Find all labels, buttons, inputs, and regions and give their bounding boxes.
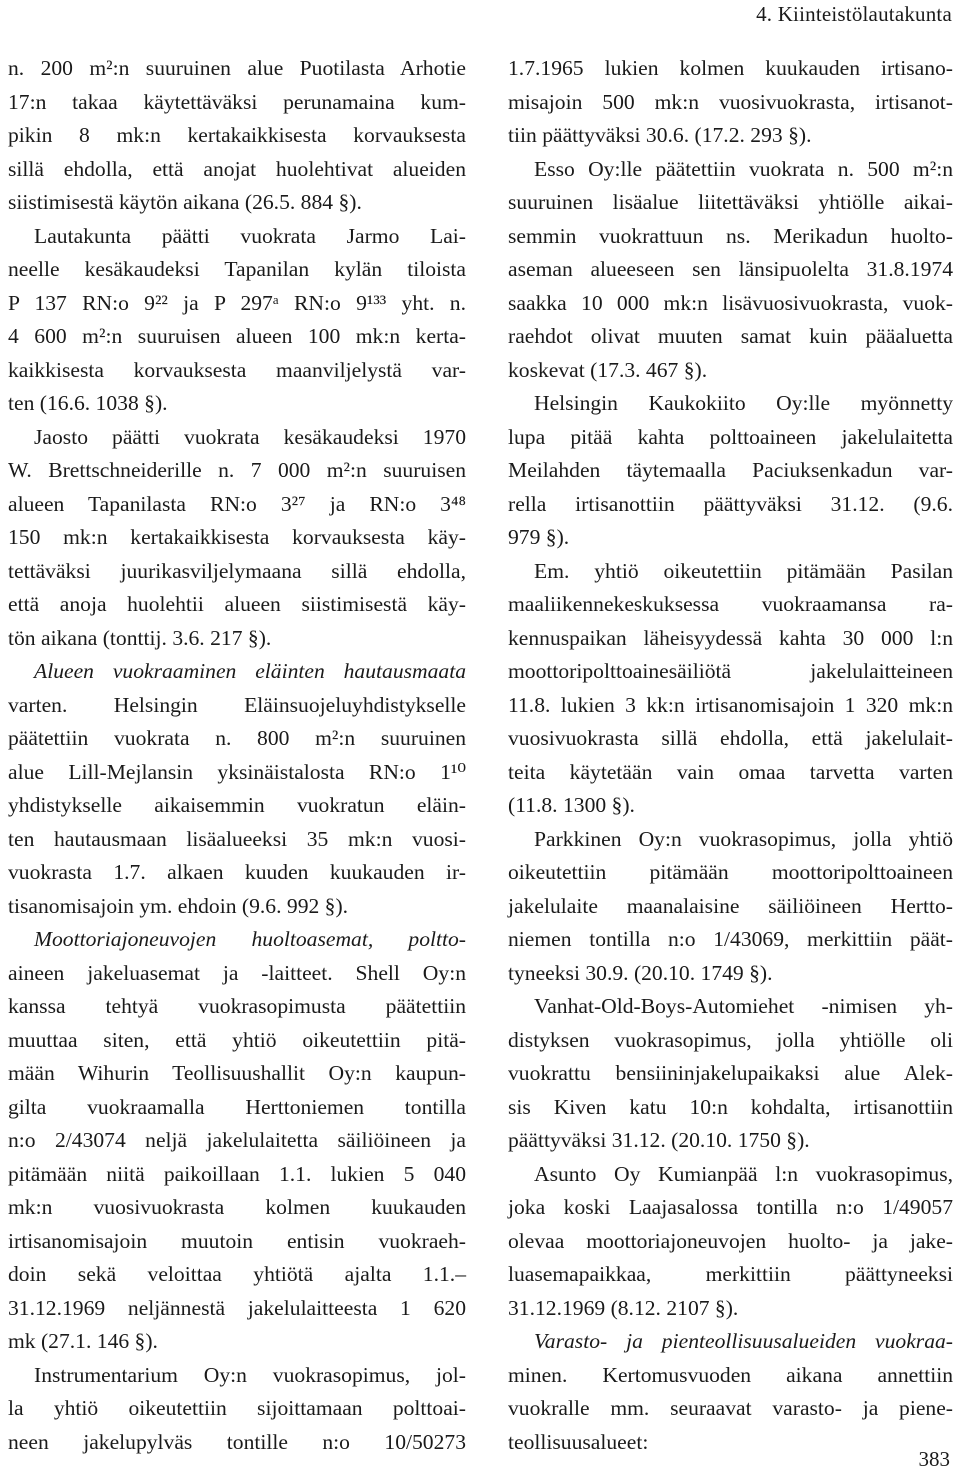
running-header: 4. Kiinteistölautakunta [756, 2, 952, 26]
text-line: Em. yhtiö oikeutettiin pitämään Pasilan [534, 558, 953, 583]
text-line: oikeutettiin pitämään moottoripolttoaineen [508, 860, 953, 884]
text-line: Lautakunta päätti vuokrata Jarmo Lai- [34, 223, 466, 248]
text-line: vuokrasta 1.7. alkaen kuuden kuukauden ir- [8, 860, 466, 884]
text-line: 31.12.1969 (8.12. 2107 §). [508, 1295, 739, 1320]
text-line: neen jakelupylväs tontille n:o 10/50273 [8, 1429, 466, 1454]
text-line: rella irtisanottiin päättyväksi 31.12. (9.6. [508, 491, 953, 516]
text-line: semmin vuokrattuun ns. Merikadun huolto- [508, 223, 953, 248]
text-line: 4 600 m²:n suuruisen alueen 100 mk:n kerta- [8, 324, 466, 348]
text-line: pikin 8 mk:n kertakaikkisesta korvauksesta [8, 123, 466, 147]
text-line: raehdot olivat muuten samat kuin pääaluetta [508, 324, 953, 348]
text-line: minen. Kertomusvuoden aikana annettiin [508, 1362, 953, 1387]
right-column [508, 52, 953, 1459]
text-line: gilta vuokraamalla Herttoniemen tontilla [8, 1094, 466, 1119]
text-line: saakka 10 000 mk:n lisävuosivuokrasta, vuok- [508, 290, 953, 315]
text-line: n. 200 m²:n suuruinen alue Puotilasta Arhotie [8, 56, 466, 80]
text-line: moottoripolttoainesäiliötä jakelulaitteineen [508, 659, 953, 683]
text-line: tön aikana (tonttij. 3.6. 217 §). [8, 625, 272, 650]
text-line: Esso Oy:lle päätettiin vuokrata n. 500 m²:n [534, 156, 953, 181]
text-line: yhdistykselle aikaisemmin vuokratun eläin- [8, 793, 466, 817]
text-line: mk (27.1. 146 §). [8, 1329, 158, 1353]
text-line: muuttaa siten, että yhtiö oikeutettiin pitä- [8, 1027, 466, 1052]
text-line: alueen Tapanilasta RN:o 3²⁷ ja RN:o 3⁴⁸ [8, 491, 466, 516]
text-line: pitämään niitä paikoillaan 1.1. lukien 5 040 [8, 1161, 466, 1186]
text-line: maaliikennekeskuksessa vuokraamansa ra- [508, 592, 953, 616]
text-line: teollisuusalueet: [508, 1429, 649, 1454]
text-line: 17:n takaa käytettäväksi perunamaina kum- [8, 89, 466, 114]
text-line: 11.8. lukien 3 kk:n irtisanomisajoin 1 320 mk:n [508, 692, 953, 717]
text-line: aineen jakeluasemat ja -laitteet. Shell Oy:n [8, 960, 466, 985]
text-line: alue Lill-Mejlansin yksinäistalosta RN:o 1¹⁰ [8, 759, 466, 784]
text-line: vuokrattu bensiininjakelupaikaksi alue Alek- [508, 1061, 953, 1085]
text-line: irtisanomisajoin muutoin entisin vuokraeh- [8, 1228, 466, 1253]
text-line: misajoin 500 mk:n vuosivuokrasta, irtisanot- [508, 89, 953, 114]
text-line: Instrumentarium Oy:n vuokrasopimus, jol- [34, 1362, 466, 1387]
text-line: suuruinen lisäalue liitettäväksi yhtiölle aikai- [508, 190, 953, 214]
text-line: sis Kiven katu 10:n kohdalta, irtisanottiin [508, 1094, 953, 1119]
text-line: lupa pitää kahta polttoaineen jakelulaitetta [508, 424, 953, 449]
text-line: kaikkisesta korvauksesta maanviljelystä var- [8, 357, 466, 382]
text-line: Asunto Oy Kumianpää l:n vuokrasopimus, [534, 1161, 953, 1186]
text-line: jakelulaite maanalaisine säiliöineen Hertto- [508, 893, 953, 918]
text-line: teita käytetään vain omaa tarvetta varten [508, 759, 953, 784]
text-line: Vanhat-Old-Boys-Automiehet -nimisen yh- [534, 994, 953, 1018]
text-line: Meilahden täytemaalla Paciuksenkadun var- [508, 458, 953, 482]
text-line: n:o 2/43074 neljä jakelulaitetta säiliöineen ja [8, 1128, 466, 1152]
text-line: Jaosto päätti vuokrata kesäkaudeksi 1970 [34, 424, 466, 449]
text-line: mään Wihurin Teollisuushallit Oy:n kaupun- [8, 1061, 466, 1085]
text-line: tisanomisajoin ym. ehdoin (9.6. 992 §). [8, 893, 349, 918]
text-line: niemen tontilla n:o 1/43069, merkittiin päät- [508, 927, 953, 951]
page-number: 383 [918, 1447, 950, 1471]
text-line: sillä ehdolla, että anojat huolehtivat alueiden [8, 156, 466, 181]
text-line: että anoja huolehtii alueen siistimisestä käy- [8, 592, 466, 616]
text-line: kennuspaikan läheisyydessä kahta 30 000 l:n [508, 625, 953, 650]
text-line: siistimisestä käytön aikana (26.5. 884 §). [8, 190, 362, 214]
text-line: tyneeksi 30.9. (20.10. 1749 §). [508, 960, 773, 985]
text-line: W. Brettschneiderille n. 7 000 m²:n suuruisen [8, 458, 466, 482]
section-heading-line: Alueen vuokraaminen eläinten hautausmaata [34, 659, 466, 683]
text-line: la yhtiö oikeutettiin sijoittamaan polttoai- [8, 1396, 466, 1420]
text-line: 1.7.1965 lukien kolmen kuukauden irtisano- [508, 56, 953, 80]
text-line: 150 mk:n kertakaikkisesta korvauksesta käy- [8, 525, 466, 549]
text-line: vuokralle mm. seuraavat varasto- ja piene- [508, 1396, 953, 1420]
text-line: päättyväksi 31.12. (20.10. 1750 §). [508, 1128, 810, 1152]
text-line: päätettiin vuokrata n. 800 m²:n suuruinen [8, 726, 466, 750]
text-line: (11.8. 1300 §). [508, 793, 635, 817]
text-line: aseman alueeseen sen länsipuolelta 31.8.1974 [508, 257, 953, 281]
text-line: varten. Helsingin Eläinsuojeluyhdistykselle [8, 692, 466, 717]
section-heading-line: Varasto- ja pienteollisuusalueiden vuokraa- [534, 1329, 953, 1353]
text-line: doin sekä veloittaa yhtiötä ajalta 1.1.– [8, 1262, 466, 1286]
text-line: 979 §). [508, 525, 570, 549]
text-line: luasemapaikkaa, merkittiin päättyneeksi [508, 1262, 953, 1286]
text-line: tettäväksi juurikasviljelymaana sillä ehdolla, [8, 558, 466, 583]
text-line: P 137 RN:o 9²² ja P 297ᵃ RN:o 9¹³³ yht. n. [8, 290, 466, 315]
text-line: ten (16.6. 1038 §). [8, 391, 168, 415]
text-line: joka koski Laajasalossa tontilla n:o 1/49057 [508, 1195, 953, 1219]
left-column [8, 52, 466, 1459]
text-line: koskevat (17.3. 467 §). [508, 357, 708, 382]
text-line: distyksen vuokrasopimus, jolla yhtiölle oli [508, 1027, 953, 1052]
text-line: tiin päättyväksi 30.6. (17.2. 293 §). [508, 123, 812, 147]
text-line: Parkkinen Oy:n vuokrasopimus, jolla yhtiö [534, 826, 953, 851]
text-line: mk:n vuosivuokrasta kolmen kuukauden [8, 1195, 466, 1219]
text-line: Helsingin Kaukokiito Oy:lle myönnetty [534, 391, 953, 415]
text-line: 31.12.1969 neljännestä jakelulaitteesta 1 620 [8, 1295, 466, 1320]
text-line: kanssa tehtyä vuokrasopimusta päätettiin [8, 994, 466, 1018]
text-line: ten hautausmaan lisäalueeksi 35 mk:n vuosi- [8, 826, 466, 851]
section-heading-line: Moottoriajoneuvojen huoltoasemat, poltto- [34, 927, 466, 951]
text-line: olevaa moottoriajoneuvojen huolto- ja jake- [508, 1228, 953, 1253]
text-line: vuosivuokrasta sillä ehdolla, että jakelulait- [508, 726, 953, 750]
text-line: neelle kesäkaudeksi Tapanilan kylän tiloista [8, 257, 466, 281]
